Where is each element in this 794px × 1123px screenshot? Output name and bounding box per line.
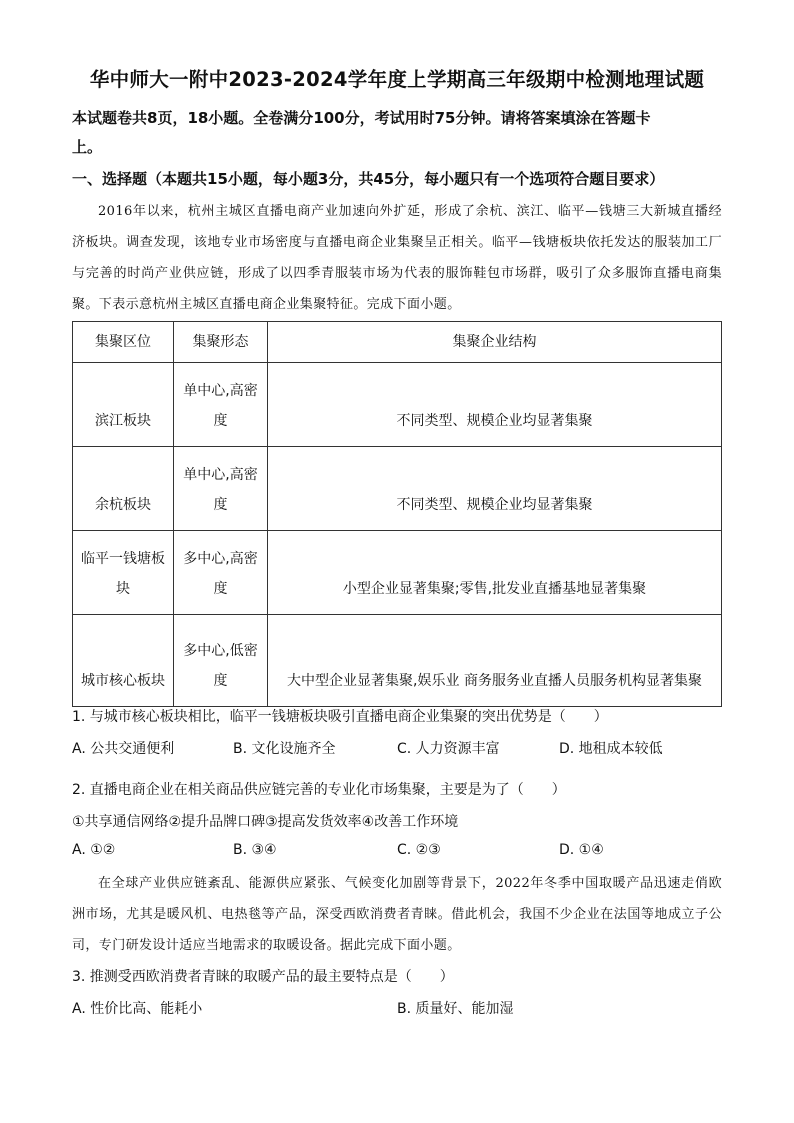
- question-2-option-a[interactable]: A. ①②: [72, 842, 116, 858]
- question-2-statements: ①共享通信网络②提升品牌口碑③提高发货效率④改善工作环境: [72, 814, 459, 830]
- table-cell: 大中型企业显著集聚,娱乐业 商务服务业直播人员服务机构显著集聚: [268, 615, 722, 707]
- question-3-option-b[interactable]: B. 质量好、能加湿: [397, 1001, 514, 1017]
- question-3-option-a[interactable]: A. 性价比高、能耗小: [72, 1001, 203, 1017]
- table-row: [73, 531, 722, 615]
- table-header: 集聚形态: [174, 322, 268, 363]
- reading-passage-2: 在全球产业供应链紊乱、能源供应紧张、气候变化加剧等背景下，2022年冬季中国取暖产品迅速走俏欧洲市场，尤其是暖风机、电热毯等产品，深受西欧消费者青睐。借此机会，我国不少企业在法国等地成立子公司，专门研发设计适应当地需求的取暖设备。据此完成下面小题。: [72, 876, 722, 953]
- table-cell: 城市核心板块: [73, 615, 174, 707]
- question-1-option-d[interactable]: D. 地租成本较低: [559, 741, 663, 757]
- table-cell: 不同类型、规模企业均显著集聚: [268, 363, 722, 447]
- table-cell: 临平一钱塘板块: [73, 531, 174, 615]
- instructions-line-2: 上。: [72, 138, 103, 156]
- question-1-option-b[interactable]: B. 文化设施齐全: [233, 741, 336, 757]
- table-cell: 余杭板块: [73, 447, 174, 531]
- table-header-row: [73, 322, 722, 363]
- section-title: 一、选择题（本题共15小题，每小题3分，共45分，每小题只有一个选项符合题目要求）: [72, 170, 665, 188]
- table-row: [73, 615, 722, 707]
- exam-instructions: [72, 104, 722, 162]
- table-row: [73, 363, 722, 447]
- table-cell: 单中心,高密度: [174, 447, 268, 531]
- table-row: [73, 447, 722, 531]
- question-2-stem: 2. 直播电商企业在相关商品供应链完善的专业化市场集聚，主要是为了（ ）: [72, 782, 566, 798]
- table-cell: 多中心,低密度: [174, 615, 268, 707]
- table-cell: 不同类型、规模企业均显著集聚: [268, 447, 722, 531]
- cluster-table: [72, 321, 722, 707]
- question-3-stem: 3. 推测受西欧消费者青睐的取暖产品的最主要特点是（ ）: [72, 969, 454, 985]
- question-2-option-b[interactable]: B. ③④: [233, 842, 277, 858]
- question-1-option-c[interactable]: C. 人力资源丰富: [397, 741, 500, 757]
- table-cell: 单中心,高密度: [174, 363, 268, 447]
- table-cell: 多中心,高密度: [174, 531, 268, 615]
- instructions-line-1: 本试题卷共8页，18小题。全卷满分100分，考试用时75分钟。请将答案填涂在答题卡: [72, 109, 651, 127]
- question-2-option-d[interactable]: D. ①④: [559, 842, 604, 858]
- table-cell: 滨江板块: [73, 363, 174, 447]
- table-header: 集聚区位: [73, 322, 174, 363]
- table-cell: 小型企业显著集聚;零售,批发业直播基地显著集聚: [268, 531, 722, 615]
- question-1-option-a[interactable]: A. 公共交通便利: [72, 741, 175, 757]
- question-2-option-c[interactable]: C. ②③: [397, 842, 441, 858]
- exam-title: 华中师大一附中2023-2024学年度上学期高三年级期中检测地理试题: [89, 68, 705, 91]
- reading-passage-1: 2016年以来，杭州主城区直播电商产业加速向外扩延，形成了余杭、滨江、临平—钱塘三大新城直播经济板块。调查发现，该地专业市场密度与直播电商企业集聚呈正相关。临平—钱塘板块依托发达的服装加工厂与完善的时尚产业供应链，形成了以四季青服装市场为代表的服饰鞋包市场群，吸引了众多服饰直播电商集聚。下表示意杭州主城区直播电商企业集聚特征。完成下面小题。: [72, 204, 722, 312]
- table-header: 集聚企业结构: [268, 322, 722, 363]
- question-1-stem: 1. 与城市核心板块相比，临平一钱塘板块吸引直播电商企业集聚的突出优势是（ ）: [72, 709, 608, 725]
